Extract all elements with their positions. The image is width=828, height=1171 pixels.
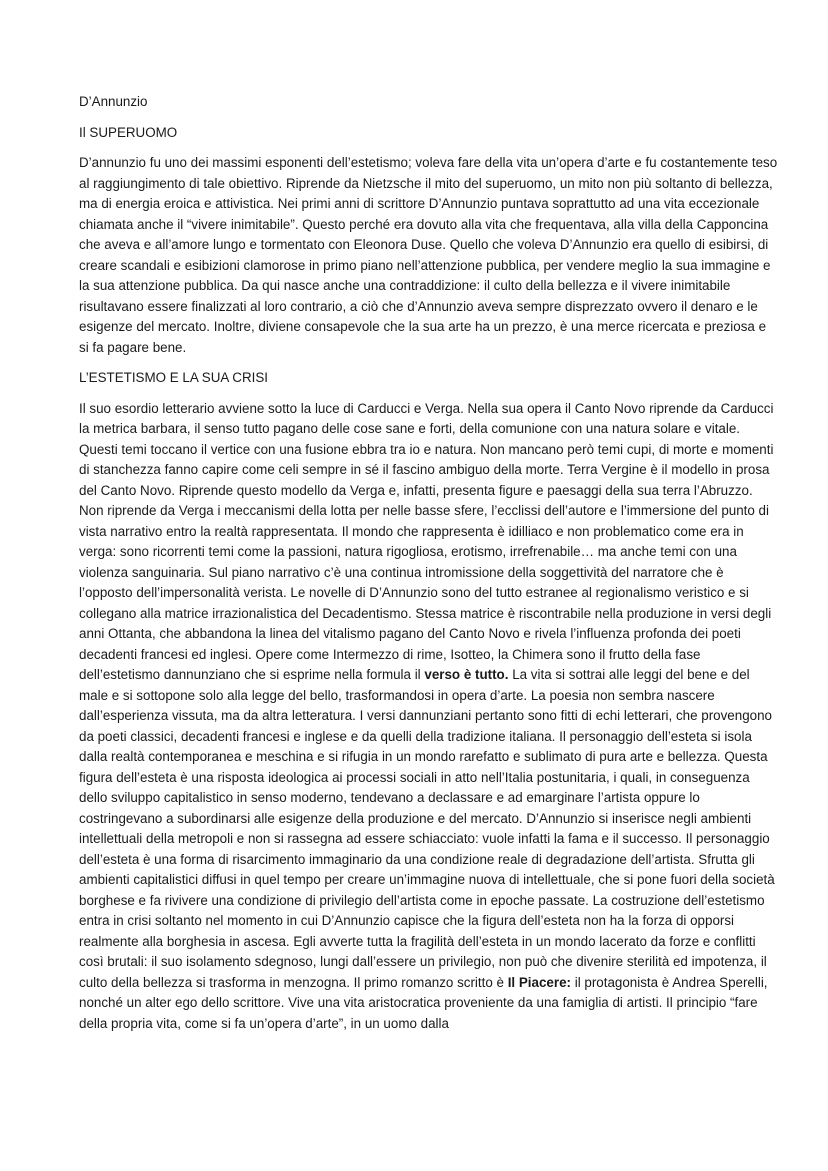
paragraph-estetismo-text-1: Il suo esordio letterario avviene sotto la luce di Carducci e Verga. Nella sua opera il Canto Novo riprende da Carducci la metrica barbara, il senso tutto pagano delle cose sane e forti, della comunione con una natura solare e vitale. Questi temi toccano il vertice con una fusione ebbra tra io e natura. Non mancano però temi cupi, di morte e momenti di stanchezza fanno capire come celi sempre in sé il fascino ambiguo della morte. Terra Vergine è il modello in prosa del Canto Novo. Riprende questo modello da Verga e, infatti, presenta figure e paesaggi della sua terra l’Abruzzo. Non riprende da Verga i meccanismi della lotta per nelle basse sfere, l’ecclissi dell’autore e l’immersione del punto di vista narrativo entro la realtà rappresentata. Il mondo che rappresenta è idilliaco e non problematico come era in verga: sono ricorrenti temi come la passioni, natura rigogliosa, erotismo, irrefrenabile… ma anche temi con una violenza sanguinaria. Sul piano narrativo c’è una continua intromissione della soggettività del narratore che è l’opposto dell’impersonalità verista. Le novelle di D’Annunzio sono del tutto estranee al regionalismo veristico e si collegano alla matrice irrazionalistica del Decadentismo. Stessa matrice è riscontrabile nella produzione in versi degli anni Ottanta, che abbandona la linea del vitalismo pagano del Canto Novo e rivela l’influenza profonda dei poeti decadenti francesi ed inglesi. Opere come Intermezzo di rime, Isotteo, la Chimera sono il frutto della fase dell’estetismo dannunziano che si esprime nella formula il — [79, 400, 774, 682]
paragraph-estetismo-text-2: La vita si sottrai alle leggi del bene e del male e si sottopone solo alla legge del bello, trasformandosi in opera d’arte. La poesia non sembra nascere dall’esperienza vissuta, ma da altra letteratura. I versi dannunziani pertanto sono fitti di echi letterari, che provengono da poeti classici, decadenti francesi e inglese e da quelli della tradizione italiana. Il personaggio dell’esteta si isola dalla realtà contemporanea e meschina e si rifugia in un mondo rarefatto e sublimato di pura arte e bellezza. Questa figura dell’esteta è una risposta ideologica ai processi sociali in atto nell’Italia postunitaria, i quali, in conseguenza dello sviluppo capitalistico in senso moderno, tendevano a declassare e ad emarginare l’artista oppure lo costringevano a subordinarsi alle esigenze della produzione e del mercato. D’Annunzio si inserisce negli ambienti intellettuali della metropoli e non si rassegna ad essere schiacciato: vuole infatti la fama e il successo. Il personaggio dell’esteta è una forma di risarcimento immaginario da una condizione reale di degradazione dell’artista. Sfrutta gli ambienti capitalistici diffusi in quel tempo per creare un’immagine nuova di intellettuale, che si pone fuori della società borghese e fa rivivere una condizione di privilegio dell’artista come in epoche passate. La costruzione dell’estetismo entra in crisi soltanto nel momento in cui D’Annunzio capisce che la figura dell’esteta non ha la forza di opporsi realmente alla borghesia in ascesa. Egli avverte tutta la fragilità dell’esteta in un mondo lacerato da forze e conflitti così brutali: il suo isolamento sdegnoso, lungi dall’essere un privilegio, non può che divenire sterilità ed impotenza, il culto della bellezza si trasforma in menzogna. Il primo romanzo scritto è — [79, 667, 775, 990]
section-heading-superuomo: Il SUPERUOMO — [79, 124, 178, 140]
paragraph-superuomo: D’annunzio fu uno dei massimi esponenti dell’estetismo; voleva fare della vita un’opera d’arte e fu costantemente teso al raggiungimento di tale obiettivo. Riprende da Nietzsche il mito del superuomo, un mito non più soltanto di bellezza, ma di energia eroica e attivistica. Nei primi anni di scrittore D’Annunzio puntava soprattutto ad una vita eccezionale chiamata anche il “vivere inimitabile”. Questo perché era dovuto alla vita che frequentava, alla villa della Capponcina che aveva e all’amore lungo e tormentato con Eleonora Duse. Quello che voleva D’Annunzio era quello di esibirsi, di creare scandali e esibizioni clamorose in primo piano nell’attenzione pubblica, per vendere meglio la sua immagine e la sua attenzione pubblica. Da qui nasce anche una contraddizione: il culto della bellezza e il vivere inimitabile risultavano essere finalizzati al loro contrario, a ciò che d’Annunzio aveva sempre disprezzato ovvero il denaro e le esigenze del mercato. Inoltre, diviene consapevole che la sua arte ha un prezzo, è una merce ricercata e preziosa e si fa pagare bene. — [79, 155, 778, 355]
section-heading-estetismo: L’ESTETISMO E LA SUA CRISI — [79, 370, 269, 385]
document-body — [79, 92, 779, 1044]
bold-verso-e-tutto: verso è tutto. — [424, 667, 509, 682]
bold-il-piacere: Il Piacere: — [507, 974, 571, 990]
paragraph-estetismo-text-3: il protagonista è Andrea Sperelli, nonché un alter ego dello scrittore. Vive una vita aristocratica proveniente da una famiglia di artisti. Il principio “fare della propria vita, come si fa un’opera d’arte”, in un uomo dalla — [79, 974, 768, 1031]
paragraph-estetismo — [79, 399, 779, 1035]
document-title: D’Annunzio — [79, 94, 148, 109]
